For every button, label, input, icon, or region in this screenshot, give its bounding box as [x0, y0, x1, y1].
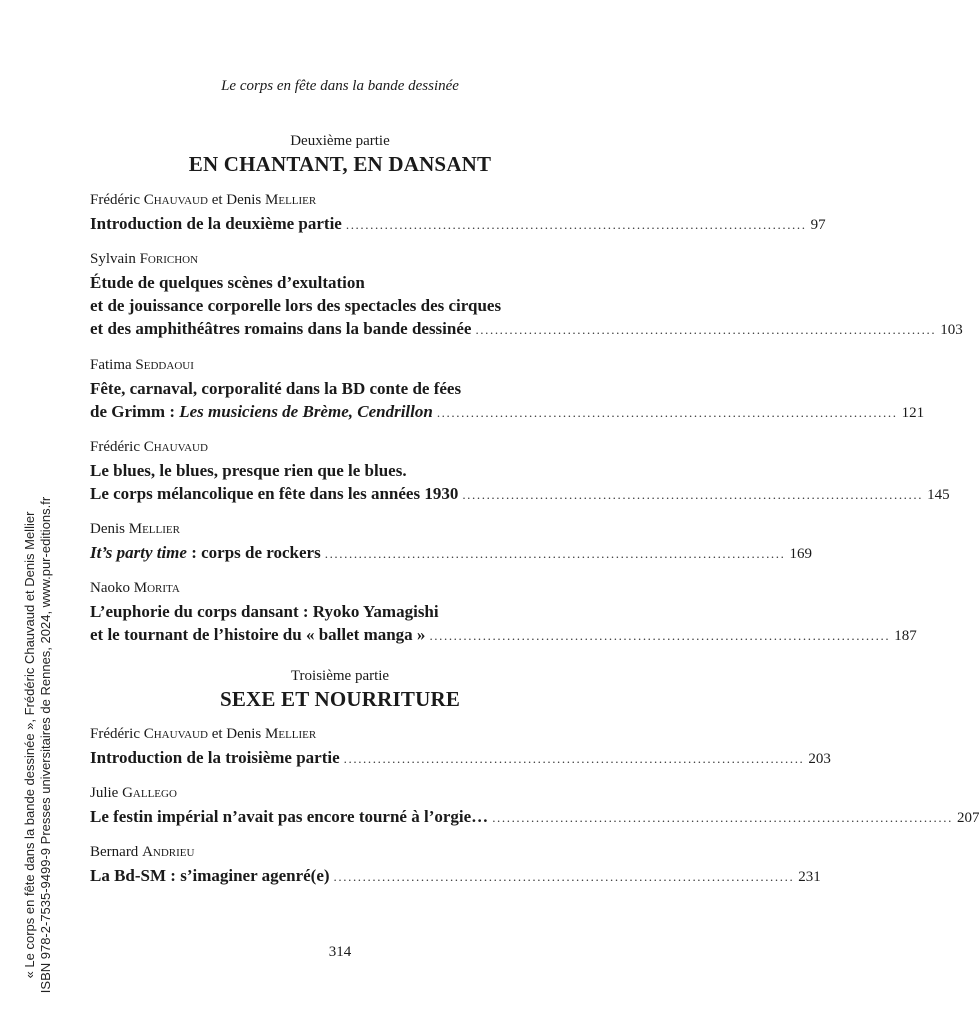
- entry-title-line[interactable]: [90, 317, 963, 342]
- toc-entry: [90, 437, 950, 507]
- entry-author: Naoko Morita: [90, 580, 180, 596]
- entry-author: Frédéric Chauvaud et Denis Mellier: [90, 192, 317, 208]
- toc-entry: [90, 249, 963, 342]
- side-copyright-note: [10, 465, 66, 1025]
- toc-entry: [90, 783, 979, 830]
- entry-title-line[interactable]: [90, 864, 821, 889]
- entry-title[interactable]: et le tournant de l’histoire du « ballet manga »: [90, 625, 426, 644]
- entry-title-line[interactable]: [90, 400, 925, 425]
- toc-entry: [90, 578, 917, 648]
- leader-dots: ...............................................................................................: [492, 810, 953, 825]
- entry-title[interactable]: de Grimm : Les musiciens de Brème, Cendrillon: [90, 402, 433, 421]
- entry-title[interactable]: Le corps mélancolique en fête dans les années 1930: [90, 484, 459, 503]
- leader-dots: ...............................................................................................: [345, 217, 807, 232]
- page-number: 97: [810, 217, 826, 233]
- entry-title-line[interactable]: [90, 482, 950, 507]
- page-number: 207: [956, 810, 979, 826]
- entry-title-line[interactable]: et de jouissance corporelle lors des spectacles des cirques: [90, 296, 502, 315]
- toc-entry: [90, 355, 925, 425]
- entry-title-line[interactable]: [90, 746, 831, 771]
- entry-author: Frédéric Chauvaud et Denis Mellier: [90, 726, 317, 742]
- toc-entry: [90, 724, 831, 771]
- entry-author: Julie Gallego: [90, 785, 177, 801]
- entry-title[interactable]: Introduction de la deuxième partie: [90, 214, 342, 233]
- entry-title[interactable]: Introduction de la troisième partie: [90, 748, 340, 767]
- page-number: 103: [940, 322, 963, 338]
- entry-title-line[interactable]: Fête, carnaval, corporalité dans la BD conte de fées: [90, 379, 462, 398]
- entry-title-line[interactable]: Le blues, le blues, presque rien que le blues.: [90, 461, 407, 480]
- toc-entry: [90, 842, 821, 889]
- entry-title-line[interactable]: [90, 541, 812, 566]
- part-title: SEXE ET NOURRITURE: [219, 687, 461, 711]
- side-note-line: ISBN 978-2-7535-9499-9 Presses universitaires de Rennes, 2024, www.pur-editions.fr: [38, 496, 53, 994]
- leader-dots: ...............................................................................................: [475, 322, 937, 337]
- entry-author: Sylvain Forichon: [90, 251, 199, 267]
- part-title: EN CHANTANT, EN DANSANT: [188, 152, 492, 176]
- entry-title-line[interactable]: L’euphorie du corps dansant : Ryoko Yamagishi: [90, 602, 439, 621]
- entry-title-line[interactable]: [90, 805, 979, 830]
- entry-title[interactable]: et des amphithéâtres romains dans la bande dessinée: [90, 319, 472, 338]
- entry-title-line[interactable]: [90, 212, 826, 237]
- leader-dots: ...............................................................................................: [462, 487, 924, 502]
- part-label: Deuxième partie: [290, 133, 390, 149]
- page-number: 203: [808, 751, 831, 767]
- toc-entry: [90, 519, 812, 566]
- page-number: 121: [901, 405, 925, 421]
- leader-dots: ...............................................................................................: [343, 751, 805, 766]
- entry-author: Bernard Andrieu: [90, 844, 195, 860]
- page-number: 187: [894, 628, 917, 644]
- toc-entry: [90, 190, 826, 237]
- page-number: 231: [798, 869, 821, 885]
- entry-author: Fatima Seddaoui: [90, 357, 194, 373]
- entry-title[interactable]: La Bd-SM : s’imaginer agenré(e): [90, 866, 330, 885]
- entry-title-line[interactable]: [90, 623, 917, 648]
- page-folio: 314: [328, 944, 352, 960]
- leader-dots: ...............................................................................................: [324, 546, 786, 561]
- entry-title-line[interactable]: Étude de quelques scènes d’exultation: [90, 273, 365, 292]
- entry-title[interactable]: It’s party time : corps de rockers: [90, 543, 321, 562]
- side-note-line: « Le corps en fête dans la bande dessinée », Frédéric Chauvaud et Denis Mellier: [22, 511, 37, 979]
- part-label: Troisième partie: [290, 668, 390, 684]
- part-heading-2: [90, 132, 590, 178]
- entry-author: Denis Mellier: [90, 521, 180, 537]
- page-number: 169: [789, 546, 812, 562]
- page-number: 145: [927, 487, 950, 503]
- part-heading-3: [90, 667, 590, 713]
- running-head: Le corps en fête dans la bande dessinée: [221, 78, 459, 94]
- leader-dots: ...............................................................................................: [429, 628, 891, 643]
- leader-dots: ...............................................................................................: [436, 405, 898, 420]
- entry-title[interactable]: Le festin impérial n’avait pas encore tourné à l’orgie…: [90, 807, 489, 826]
- leader-dots: ...............................................................................................: [333, 869, 795, 884]
- entry-author: Frédéric Chauvaud: [90, 439, 208, 455]
